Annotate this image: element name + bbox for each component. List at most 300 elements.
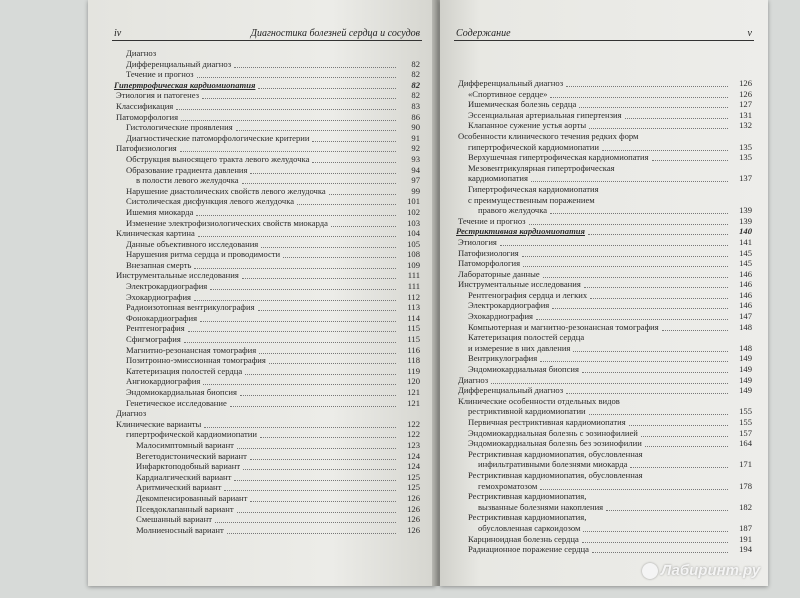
toc-entry-title: Патоморфология	[116, 111, 179, 122]
toc-entry-title: «Спортивное сердце»	[468, 88, 548, 99]
toc-leader-dots	[202, 90, 396, 99]
toc-entry-title: и измерение в них давления	[468, 342, 571, 353]
left-page-number: iv	[114, 28, 122, 39]
toc-entry	[456, 205, 752, 216]
toc-entry-title: Сфигмография	[126, 334, 181, 345]
toc-entry-page: 97	[411, 175, 420, 186]
toc-entry-title: Компьютерная и магнитно-резонансная томография	[468, 321, 659, 332]
toc-entry-page: 194	[739, 544, 752, 555]
toc-entry	[114, 366, 420, 377]
toc-leader-dots	[227, 525, 396, 534]
toc-entry-title: гипертрофической кардиомиопатии	[126, 429, 257, 440]
toc-entry-page: 135	[739, 141, 752, 152]
toc-entry-title: Первичная рестриктивная кардиомиопатия	[468, 417, 626, 427]
toc-leader-dots	[283, 249, 396, 258]
toc-entry-title: вызванные болезнями накопления	[478, 501, 604, 512]
toc-leader-dots	[331, 218, 396, 227]
toc-leader-dots	[237, 440, 396, 449]
toc-entry	[456, 99, 752, 110]
toc-entry-title: Патофизиология	[458, 247, 519, 258]
toc-entry-page: 126	[739, 78, 752, 88]
toc-leader-dots	[224, 482, 396, 491]
toc-entry-title: Генетическое исследование	[126, 397, 227, 408]
toc-entry	[456, 459, 752, 470]
toc-leader-dots	[629, 417, 728, 426]
toc-leader-dots	[250, 451, 396, 460]
toc-entry	[114, 451, 420, 462]
toc-entry-page: 126	[407, 503, 420, 514]
toc-entry-page: 104	[407, 228, 420, 239]
toc-entry-title: Диагноз	[458, 374, 489, 385]
toc-entry-page: 171	[739, 459, 752, 470]
toc-entry	[114, 482, 420, 493]
toc-leader-dots	[602, 142, 728, 151]
toc-entry-title: Дифференциальный диагноз	[458, 385, 564, 396]
right-page-number: v	[747, 28, 752, 39]
toc-entry-title: Радиоизотопная вентрикулография	[126, 302, 255, 313]
toc-entry	[114, 334, 420, 345]
toc-leader-dots	[259, 345, 396, 354]
toc-entry	[456, 258, 752, 269]
toc-entry-title: Диагноз	[116, 408, 147, 419]
toc-leader-dots	[590, 290, 728, 299]
toc-entry	[114, 514, 420, 525]
toc-leader-dots	[180, 143, 396, 152]
toc-entry-title: Диагностические патоморфологические критерии	[126, 132, 310, 143]
toc-entry	[114, 69, 420, 80]
toc-entry	[456, 184, 752, 195]
toc-entry-page: 182	[739, 501, 752, 512]
toc-entry-page: 82	[411, 69, 420, 80]
toc-leader-dots	[184, 334, 396, 343]
toc-entry-page: 94	[411, 164, 420, 175]
toc-entry-title: Дифференциальный диагноз	[126, 58, 232, 69]
toc-entry	[456, 300, 752, 311]
toc-entry	[456, 491, 752, 502]
toc-entry-page: 111	[407, 270, 420, 281]
toc-entry-page: 82	[411, 58, 420, 69]
toc-entry-page: 145	[739, 258, 752, 269]
toc-leader-dots	[243, 461, 396, 470]
toc-entry-title: Гистологические проявления	[126, 122, 233, 133]
toc-entry	[456, 428, 752, 439]
toc-entry-page: 123	[407, 439, 420, 450]
toc-leader-dots	[641, 428, 728, 437]
toc-leader-dots	[606, 502, 728, 511]
toc-entry	[114, 186, 420, 197]
toc-entry	[456, 534, 752, 545]
toc-leader-dots	[200, 313, 396, 322]
toc-entry-title: Обструкция выносящего тракта левого желудочка	[126, 153, 310, 164]
toc-entry-title: Аритмический вариант	[136, 482, 222, 493]
toc-leader-dots	[625, 110, 728, 119]
toc-leader-dots	[176, 101, 396, 110]
toc-entry-page: 140	[739, 226, 752, 237]
toc-entry-title: Инструментальные исследования	[116, 270, 239, 281]
toc-entry	[114, 408, 420, 419]
open-book	[88, 0, 768, 586]
toc-entry-page: 149	[739, 385, 752, 396]
toc-entry-title: Изменение электрофизиологических свойств миокарда	[126, 217, 328, 228]
toc-entry-title: Рентгенография сердца и легких	[468, 289, 588, 300]
toc-entry-page: 90	[411, 122, 420, 133]
toc-entry	[456, 396, 752, 407]
toc-entry	[114, 101, 420, 112]
toc-entry-page: 99	[411, 185, 420, 196]
toc-leader-dots	[491, 375, 728, 384]
toc-leader-dots	[583, 523, 728, 532]
toc-entry-title: Этиология	[458, 236, 497, 247]
toc-entry-title: Катетеризация полостей сердца	[126, 365, 243, 376]
toc-entry	[456, 406, 752, 417]
toc-entry-title: Течение и прогноз	[458, 215, 526, 226]
toc-entry-title: Магнитно-резонансная томография	[126, 344, 257, 355]
toc-leader-dots	[652, 152, 728, 161]
right-page-header	[454, 24, 754, 41]
toc-leader-dots	[269, 355, 396, 364]
toc-entry-page: 149	[739, 353, 752, 364]
toc-entry	[114, 292, 420, 303]
toc-entry-title: Рестриктивная кардиомиопатия,	[468, 512, 587, 523]
toc-leader-dots	[566, 78, 728, 87]
toc-entry-title: Фонокардиография	[126, 312, 198, 323]
toc-entry-page: 108	[407, 249, 420, 260]
toc-entry-page: 132	[739, 120, 752, 131]
toc-entry-page: 102	[407, 206, 420, 217]
toc-leader-dots	[215, 514, 396, 523]
toc-entry-title: Эхокардиография	[126, 291, 192, 302]
toc-leader-dots	[230, 398, 396, 407]
toc-entry-page: 146	[739, 289, 752, 300]
toc-entry-page: 122	[407, 429, 420, 440]
right-running-title: Содержание	[456, 28, 511, 39]
toc-leader-dots	[536, 311, 728, 320]
toc-entry	[114, 302, 420, 313]
toc-entry-title: Эхокардиография	[468, 311, 534, 322]
toc-entry	[456, 353, 752, 364]
toc-entry	[456, 417, 752, 428]
toc-leader-dots	[261, 239, 396, 248]
toc-entry-title: инфильтративными болезнями миокарда	[478, 459, 628, 470]
toc-entry-title: Радиационное поражение сердца	[468, 544, 589, 555]
toc-leader-dots	[529, 216, 728, 225]
toc-entry-title: с преимущественным поражением	[468, 194, 595, 205]
toc-entry-title: Катетеризация полостей сердца	[468, 332, 585, 343]
toc-entry	[456, 290, 752, 301]
toc-entry-title: Эндомиокардиальная биопсия	[126, 387, 237, 397]
toc-entry-title: Рестриктивная кардиомиопатия, обусловленная	[468, 448, 643, 459]
toc-entry-title: Мезовентрикулярная гипертрофическая	[468, 162, 615, 173]
toc-entry-title: Ишемическая болезнь сердца	[468, 99, 577, 110]
toc-entry-page: 114	[407, 312, 420, 323]
toc-entry-title: Систолическая дисфункция левого желудочка	[126, 196, 295, 207]
toc-entry-page: 112	[407, 291, 420, 302]
toc-entry-page: 126	[739, 88, 752, 99]
toc-entry	[114, 345, 420, 356]
toc-entry	[114, 398, 420, 409]
toc-leader-dots	[573, 343, 728, 352]
toc-leader-dots	[188, 323, 396, 332]
toc-entry	[114, 355, 420, 366]
toc-entry-page: 101	[407, 196, 420, 207]
toc-entry-title: Рентгенография	[126, 323, 185, 334]
toc-entry-page: 124	[407, 461, 420, 472]
toc-entry	[456, 216, 752, 227]
toc-entry-page: 157	[739, 427, 752, 438]
toc-leader-dots	[234, 472, 396, 481]
toc-entry-title: Патоморфология	[458, 258, 521, 269]
toc-entry-title: Нарушение диастолических свойств левого желудочка	[126, 185, 326, 196]
toc-entry	[114, 154, 420, 165]
toc-leader-dots	[204, 419, 396, 428]
toc-leader-dots	[181, 112, 396, 121]
toc-entry-title: Вегетодистонический вариант	[136, 450, 247, 461]
toc-leader-dots	[196, 207, 396, 216]
toc-entry-title: Ангиокардиография	[126, 376, 201, 387]
toc-entry	[114, 80, 420, 91]
toc-entry-page: 124	[407, 450, 420, 461]
toc-entry	[456, 279, 752, 290]
toc-entry-page: 155	[739, 417, 752, 427]
toc-entry-page: 116	[407, 344, 420, 355]
toc-leader-dots	[297, 196, 396, 205]
toc-entry	[456, 110, 752, 121]
toc-entry	[456, 343, 752, 354]
left-page-header	[112, 24, 422, 41]
toc-entry-page: 137	[739, 173, 752, 184]
toc-entry	[114, 323, 420, 334]
toc-entry	[456, 269, 752, 280]
toc-entry	[456, 131, 752, 142]
toc-entry-page: 115	[407, 334, 420, 345]
toc-leader-dots	[584, 279, 728, 288]
toc-entry	[456, 78, 752, 89]
toc-entry	[114, 59, 420, 70]
toc-leader-dots	[234, 59, 396, 68]
toc-leader-dots	[242, 270, 396, 279]
toc-entry	[114, 387, 420, 398]
toc-entry	[456, 375, 752, 386]
right-toc	[456, 78, 752, 555]
toc-entry-title: обусловленная саркоидозом	[478, 522, 581, 533]
toc-leader-dots	[523, 258, 728, 267]
toc-leader-dots	[203, 376, 396, 385]
toc-entry-page: 119	[407, 365, 420, 376]
toc-entry-page: 127	[739, 99, 752, 110]
toc-entry-page: 91	[411, 132, 420, 143]
toc-leader-dots	[550, 205, 728, 214]
toc-entry-page: 118	[407, 355, 420, 366]
toc-entry-page: 148	[739, 342, 752, 353]
toc-leader-dots	[245, 366, 396, 375]
labirint-logo-icon	[642, 563, 658, 579]
toc-entry	[456, 523, 752, 534]
toc-leader-dots	[194, 292, 396, 301]
left-page	[88, 0, 436, 586]
toc-entry-title: Инфарктоподобный вариант	[136, 461, 241, 472]
toc-entry-title: Патофизиология	[116, 143, 177, 154]
toc-entry-page: 145	[739, 247, 752, 258]
toc-entry-page: 120	[407, 376, 420, 387]
toc-entry-page: 139	[739, 215, 752, 226]
toc-entry-title: правого желудочка	[478, 205, 548, 216]
toc-entry-title: Этиология и патогенез	[116, 90, 200, 101]
toc-entry	[114, 165, 420, 176]
toc-entry	[114, 143, 420, 154]
toc-leader-dots	[258, 80, 396, 89]
toc-entry-title: Декомпенсированный вариант	[136, 492, 248, 503]
toc-entry-title: Классификация	[116, 100, 174, 111]
toc-entry-page: 121	[407, 387, 420, 397]
toc-leader-dots	[329, 186, 396, 195]
toc-entry-title: Кардиалгический вариант	[136, 471, 232, 482]
toc-entry	[456, 226, 752, 237]
toc-entry-title: Образование градиента давления	[126, 164, 248, 175]
toc-entry	[456, 502, 752, 513]
toc-entry-title: Рестриктивная кардиомиопатия, обусловленная	[468, 469, 643, 480]
toc-entry-title: Позитронно-эмиссионная томография	[126, 355, 266, 366]
right-page	[440, 0, 768, 586]
toc-entry-title: Инструментальные исследования	[458, 279, 581, 290]
toc-entry-page: 103	[407, 217, 420, 228]
toc-leader-dots	[531, 173, 728, 182]
toc-entry-title: Рестриктивная кардиомиопатия	[456, 226, 585, 237]
toc-entry	[114, 493, 420, 504]
toc-entry-title: Верхушечная гипертрофическая кардиомиопатия	[468, 152, 649, 163]
toc-entry-title: Лабораторные данные	[458, 268, 540, 279]
toc-entry-page: 164	[739, 438, 752, 449]
toc-entry-title: Ишемия миокарда	[126, 206, 194, 217]
toc-entry	[114, 239, 420, 250]
toc-entry	[114, 472, 420, 483]
watermark-text: Лабиринт.ру	[661, 562, 761, 579]
toc-entry-page: 141	[739, 236, 752, 247]
toc-entry-page: 135	[739, 152, 752, 163]
toc-entry-title: Клапанное сужение устья аорты	[468, 120, 587, 131]
toc-entry	[456, 173, 752, 184]
toc-entry-title: Эндомиокардиальная болезнь без эозинофилии	[468, 438, 642, 449]
toc-entry-page: 146	[739, 268, 752, 279]
toc-entry-page: 105	[407, 238, 420, 249]
toc-entry-page: 122	[407, 418, 420, 429]
left-toc	[114, 48, 420, 535]
toc-entry	[456, 332, 752, 343]
toc-entry	[114, 419, 420, 430]
toc-entry	[456, 470, 752, 481]
toc-entry-page: 139	[739, 205, 752, 216]
toc-entry	[114, 228, 420, 239]
toc-leader-dots	[242, 175, 396, 184]
toc-leader-dots	[543, 269, 728, 278]
toc-entry-page: 126	[407, 492, 420, 503]
toc-entry-title: Особенности клинического течения редких форм	[458, 130, 639, 141]
toc-entry-title: Клинические варианты	[116, 418, 202, 429]
toc-entry-title: Нарушения ритма сердца и проводимости	[126, 249, 281, 260]
toc-leader-dots	[582, 534, 728, 543]
toc-entry-page: 155	[739, 406, 752, 417]
toc-entry-title: Диагноз	[126, 48, 157, 58]
toc-entry-title: Эндомиокардиальная болезнь с эозинофилией	[468, 427, 638, 438]
toc-leader-dots	[579, 99, 728, 108]
toc-entry	[114, 260, 420, 271]
toc-leader-dots	[662, 322, 728, 331]
toc-leader-dots	[198, 228, 396, 237]
toc-leader-dots	[582, 364, 728, 373]
toc-entry-title: Молниеносный вариант	[136, 524, 224, 535]
toc-entry-title: гемохроматозом	[478, 480, 538, 491]
toc-leader-dots	[258, 302, 396, 311]
toc-entry	[114, 175, 420, 186]
toc-entry-title: Рестриктивная кардиомиопатия,	[468, 491, 587, 502]
toc-entry-page: 82	[411, 90, 420, 101]
toc-entry-title: Малосимптомный вариант	[136, 439, 234, 450]
toc-entry-page: 191	[739, 533, 752, 544]
toc-entry-title: Электрокардиография	[468, 300, 550, 311]
toc-entry-page: 82	[411, 79, 420, 90]
toc-entry	[456, 512, 752, 523]
toc-entry-page: 146	[739, 279, 752, 290]
toc-entry-title: Течение и прогноз	[126, 69, 194, 80]
toc-entry-page: 126	[407, 514, 420, 525]
toc-entry	[456, 237, 752, 248]
toc-leader-dots	[236, 122, 396, 131]
toc-entry	[456, 311, 752, 322]
toc-entry	[114, 270, 420, 281]
toc-entry	[114, 440, 420, 451]
toc-entry-page: 125	[407, 482, 420, 493]
toc-entry-page: 111	[407, 281, 420, 292]
toc-leader-dots	[210, 281, 396, 290]
toc-leader-dots	[312, 154, 396, 163]
toc-entry-title: Клиническая картина	[116, 228, 195, 239]
toc-leader-dots	[250, 493, 396, 502]
toc-entry-title: кардиомиопатия	[468, 173, 528, 184]
toc-leader-dots	[240, 387, 396, 396]
toc-entry	[114, 218, 420, 229]
toc-entry-title: рестриктивной кардиомиопатии	[468, 406, 586, 417]
toc-leader-dots	[260, 429, 396, 438]
toc-entry-page: 149	[739, 364, 752, 375]
toc-leader-dots	[500, 237, 728, 246]
toc-entry-title: Смешанный вариант	[136, 514, 212, 525]
toc-entry	[456, 152, 752, 163]
toc-leader-dots	[630, 459, 728, 468]
toc-entry-page: 178	[739, 480, 752, 491]
toc-entry-title: Клинические особенности отдельных видов	[458, 395, 620, 406]
toc-entry	[456, 438, 752, 449]
toc-leader-dots	[645, 438, 728, 447]
toc-leader-dots	[250, 165, 396, 174]
toc-entry-page: 83	[411, 100, 420, 111]
toc-entry	[456, 120, 752, 131]
toc-entry-page: 121	[407, 397, 420, 408]
toc-entry-title: Данные объективного исследования	[126, 238, 259, 249]
toc-entry	[456, 544, 752, 555]
toc-leader-dots	[522, 248, 728, 257]
toc-entry-title: Дифференциальный диагноз	[458, 78, 564, 88]
toc-entry	[114, 249, 420, 260]
toc-entry-title: Эссенциальная артериальная гипертензия	[468, 109, 622, 120]
toc-entry	[456, 142, 752, 153]
toc-leader-dots	[540, 481, 728, 490]
toc-entry	[456, 89, 752, 100]
toc-leader-dots	[312, 133, 396, 142]
toc-entry	[114, 525, 420, 536]
toc-entry-page: 146	[739, 300, 752, 311]
toc-entry-title: Псевдоклапанный вариант	[136, 503, 234, 514]
toc-entry-title: гипертрофической кардиомиопатии	[468, 141, 599, 152]
toc-entry	[114, 207, 420, 218]
